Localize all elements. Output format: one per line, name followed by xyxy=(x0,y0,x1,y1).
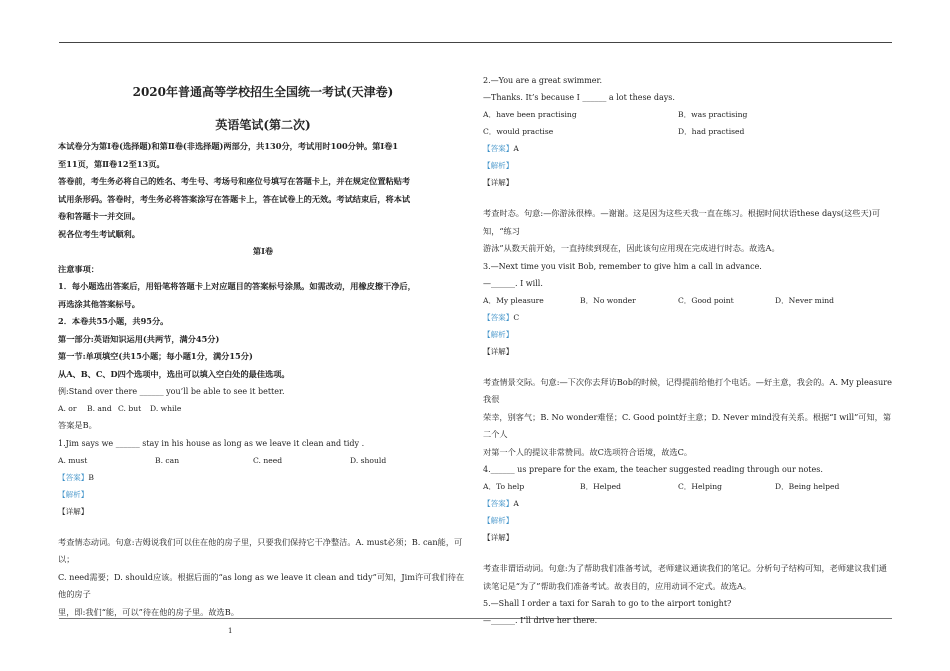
option: A．To help xyxy=(483,482,525,491)
option: B．Helped xyxy=(580,482,621,491)
question-stem: 1.Jim says we ______ stay in his house as long as we leave it clean and tidy . xyxy=(58,438,365,448)
note-line: 1．每小题选出答案后，用铅笔将答题卡上对应题目的答案标号涂黑。如需改动，用橡皮擦干净后， xyxy=(58,281,416,291)
page-number: 1 xyxy=(228,627,233,635)
question-1 xyxy=(58,435,468,622)
left-column xyxy=(58,72,468,621)
note-line: 注意事项： xyxy=(58,263,99,274)
question-stem: 4.______ us prepare for the exam, the teacher suggested reading through our notes. xyxy=(483,465,823,474)
note-line: 第一部分:英语知识运用(共两节，满分45分) xyxy=(58,333,220,344)
option-row xyxy=(483,106,895,123)
header-rule xyxy=(59,42,892,43)
option: B．No wonder xyxy=(580,295,636,305)
question-4 xyxy=(483,461,895,595)
option: D. should xyxy=(350,455,387,465)
option: D. while xyxy=(150,404,182,413)
detail-label: 【详解】 xyxy=(58,506,89,516)
option: C. but xyxy=(118,404,142,413)
option: C．Good point xyxy=(678,295,734,305)
option: D．Never mind xyxy=(775,295,835,305)
note-line: 再选涂其他答案标号。 xyxy=(58,298,140,309)
example-question xyxy=(58,383,468,435)
notes xyxy=(58,261,468,384)
instruction-line: 本试卷分为第Ⅰ卷(选择题)和第Ⅱ卷(非选择题)两部分，共130分，考试用时100分钟。第Ⅰ卷1 xyxy=(58,141,399,151)
question-stem: 3.—Next time you visit Bob, remember to give him a call in advance. xyxy=(483,261,762,271)
answer-value: B xyxy=(88,472,94,482)
question-reply: —______. I’ll drive her there. xyxy=(483,616,598,625)
option: B．was practising xyxy=(678,110,748,119)
explanation-line: 读笔记是“为了”帮助我们准备考试。故表目的，应用动词不定式。故选A。 xyxy=(483,580,752,591)
option: B. and xyxy=(87,404,112,413)
option: C．would practise xyxy=(483,127,554,136)
option: D．Being helped xyxy=(775,482,840,491)
exam-subtitle: 英语笔试(第二次) xyxy=(215,118,311,132)
section-title: 第Ⅰ卷 xyxy=(252,246,274,256)
option: A．have been practising xyxy=(483,110,577,119)
option-row xyxy=(483,123,895,140)
option: A．My pleasure xyxy=(483,295,544,305)
explanation-line: C. need需要；D. should应该。根据后面的“as long as we leave it clean and tidy”可知，Jim许可我们待在他的房子 xyxy=(58,571,465,599)
explanation-line: 游泳”从数天前开始，一直持续到现在，因此该句应用现在完成进行时态。故选A。 xyxy=(483,243,780,253)
question-reply: —______. I will. xyxy=(483,278,543,288)
detail-label: 【详解】 xyxy=(483,346,514,356)
analysis-tag: 【解析】 xyxy=(483,329,514,339)
answer-tag: 【答案】A xyxy=(483,144,519,153)
note-line: 从A、B、C、D四个选项中，选出可以填入空白处的最佳选项。 xyxy=(58,368,290,379)
answer-tag: 【答案】B xyxy=(58,472,94,482)
analysis-tag: 【解析】 xyxy=(58,489,89,499)
example-answer: 答案是B。 xyxy=(58,420,97,430)
question-stem: 2.—You are a great swimmer. xyxy=(483,76,603,85)
answer-value: C xyxy=(513,312,520,322)
right-column xyxy=(483,72,895,629)
instruction-line: 试用条形码。答卷时，考生务必将答案涂写在答题卡上，答在试卷上的无效。考试结束后，将本试 xyxy=(58,193,411,204)
explanation-line: 荣幸，别客气；B. No wonder难怪；C. Good point好主意；D. Never mind没有关系。根据“I will”可知，第二个人 xyxy=(483,411,892,439)
question-reply: —Thanks. It’s because I ______ a lot these days. xyxy=(483,93,675,102)
explanation-line: 里，即:我们“能，可以”待在他的房子里。故选B。 xyxy=(58,606,239,617)
option: C. need xyxy=(253,455,283,465)
instruction-line: 答卷前，考生务必将自己的姓名、考生号、考场号和座位号填写在答题卡上，并在规定位置粘贴考 xyxy=(58,176,411,186)
option: A. must xyxy=(58,455,88,465)
option: D．had practised xyxy=(678,127,745,136)
option-row xyxy=(483,478,895,495)
explanation-line: 考查非谓语动词。句意:为了帮助我们准备考试，老师建议通读我们的笔记。分析句子结构可知，老师建议我们通 xyxy=(483,563,887,573)
analysis-tag: 【解析】 xyxy=(483,161,514,170)
exam-title: 2020年普通高等学校招生全国统一考试(天津卷) xyxy=(132,85,394,99)
question-3 xyxy=(483,258,895,462)
note-line: 2．本卷共55小题，共95分。 xyxy=(58,316,169,326)
explanation-line: 对第一个人的提议非常赞同。故C选项符合语境，故选C。 xyxy=(483,446,693,457)
option-row xyxy=(58,452,468,469)
instruction-line: 卷和答题卡一并交回。 xyxy=(58,211,140,221)
option-row xyxy=(58,400,468,417)
detail-label: 【详解】 xyxy=(483,178,514,187)
detail-label: 【详解】 xyxy=(483,533,514,542)
explanation-line: 考查情景交际。句意:—下次你去拜访Bob的时候，记得提前给他打个电话。—好主意，我会的。A. My pleasure我很 xyxy=(483,376,892,404)
answer-value: A xyxy=(513,144,519,153)
analysis-tag: 【解析】 xyxy=(483,516,514,525)
instructions xyxy=(58,138,468,243)
question-stem: 例:Stand over there ______ you’ll be able to see it better. xyxy=(58,387,285,396)
option: B. can xyxy=(155,455,180,465)
question-2 xyxy=(483,72,895,258)
explanation-line: 考查时态。句意:—你游泳很棒。—谢谢。这是因为这些天我一直在练习。根据时间状语these days(这些天)可知，“练习 xyxy=(483,208,881,236)
question-5 xyxy=(483,595,895,629)
explanation-line: 考查情态动词。句意:吉姆说我们可以住在他的房子里，只要我们保持它干净整洁。A. must必须；B. can能，可以； xyxy=(58,536,463,564)
option: A. or xyxy=(58,404,77,413)
option: C．Helping xyxy=(678,482,722,491)
answer-tag: 【答案】C xyxy=(483,312,520,322)
option-row xyxy=(483,292,895,309)
instruction-line: 至11页，第Ⅱ卷12至13页。 xyxy=(58,158,165,169)
answer-value: A xyxy=(513,499,519,508)
question-stem: 5.—Shall I order a taxi for Sarah to go to the airport tonight? xyxy=(483,599,732,608)
answer-tag: 【答案】A xyxy=(483,499,519,508)
note-line: 第一节:单项填空(共15小题；每小题1分，满分15分) xyxy=(58,351,253,361)
instruction-line: 祝各位考生考试顺利。 xyxy=(58,228,140,239)
